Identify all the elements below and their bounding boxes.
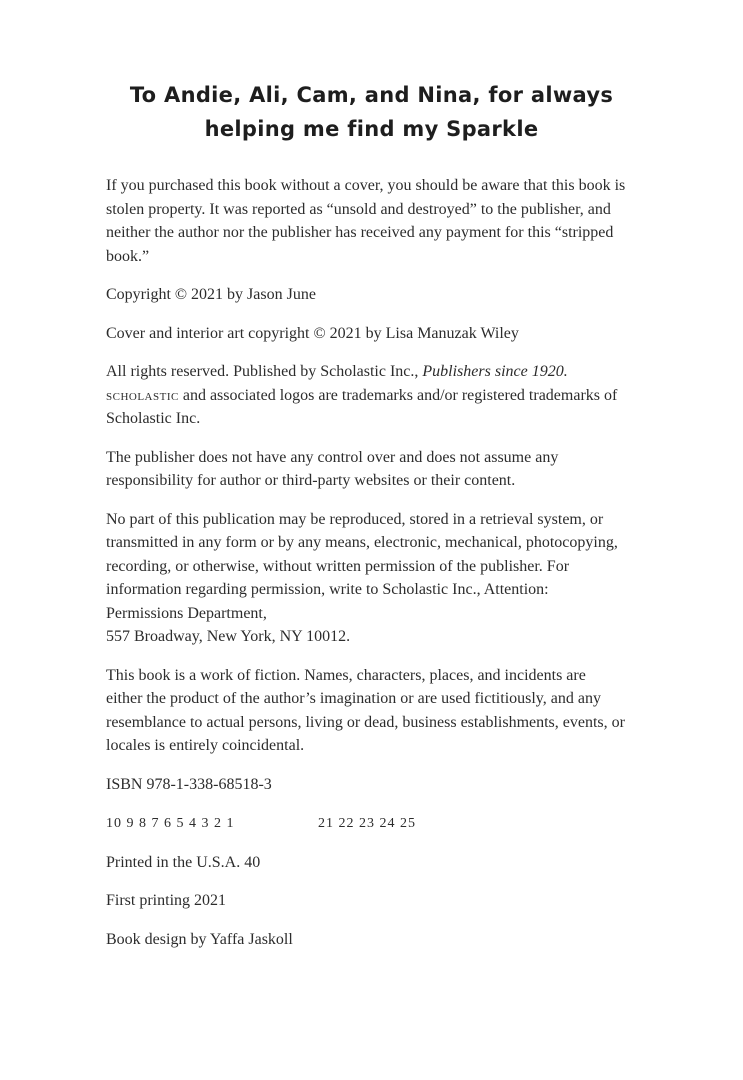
dedication-line-1: To Andie, Ali, Cam, and Nina, for always [129, 83, 614, 107]
printing-line [106, 812, 626, 836]
rights-reserved [106, 360, 626, 431]
first-printing: First printing 2021 [106, 892, 227, 909]
printed-in: Printed in the U.S.A. 40 [106, 853, 261, 871]
stripped-book-notice: If you purchased this book without a cover, you should be aware that this book is stolen property. It was reported as “unsold and destroyed” to the publisher, and neither the author nor the publisher has received any payment for this “stripped book.” [106, 177, 626, 265]
isbn: ISBN 978-1-338-68518-3 [106, 775, 272, 793]
fiction-disclaimer: This book is a work of fiction. Names, characters, places, and incidents are either the product of the author’s imagination or are used fictitiously, and any resemblance to actual persons, living or dead, business establishments, events, or locales is entirely coincidental. [106, 666, 625, 754]
print-year-numbers: 21 22 23 24 25 [318, 816, 416, 831]
copyright-line: Copyright © 2021 by Jason June [106, 286, 316, 303]
book-design-credit: Book design by Yaffa Jaskoll [106, 930, 293, 948]
rights-text-1: All rights reserved. Published by Scholastic Inc., [106, 363, 423, 380]
art-copyright-line: Cover and interior art copyright © 2021 by Lisa Manuzak Wiley [106, 324, 519, 342]
publisher-address: 557 Broadway, New York, NY 10012. [106, 628, 351, 645]
dedication [60, 78, 683, 146]
rights-italic: Publishers since 1920. [422, 363, 568, 380]
copyright-text [106, 174, 626, 966]
print-run-numbers: 10 9 8 7 6 5 4 3 2 1 [106, 816, 235, 831]
no-reproduction-notice [106, 508, 626, 649]
publisher-control-notice: The publisher does not have any control over and does not assume any responsibility for author or third-party websites or their content. [106, 448, 559, 489]
rights-text-2: and associated logos are trademarks and/or registered trademarks of Scholastic Inc. [106, 386, 618, 427]
no-part-text: No part of this publication may be reproduced, stored in a retrieval system, or transmitted in any form or by any means, electronic, mechanical, photocopying, recording, or otherwise, without written permission of the publisher. For information regarding permission, write to Scholastic Inc., Attention: Permissions Department, [106, 510, 618, 622]
dedication-line-2: helping me find my Sparkle [204, 117, 539, 141]
scholastic-wordmark: scholastic [106, 386, 179, 404]
